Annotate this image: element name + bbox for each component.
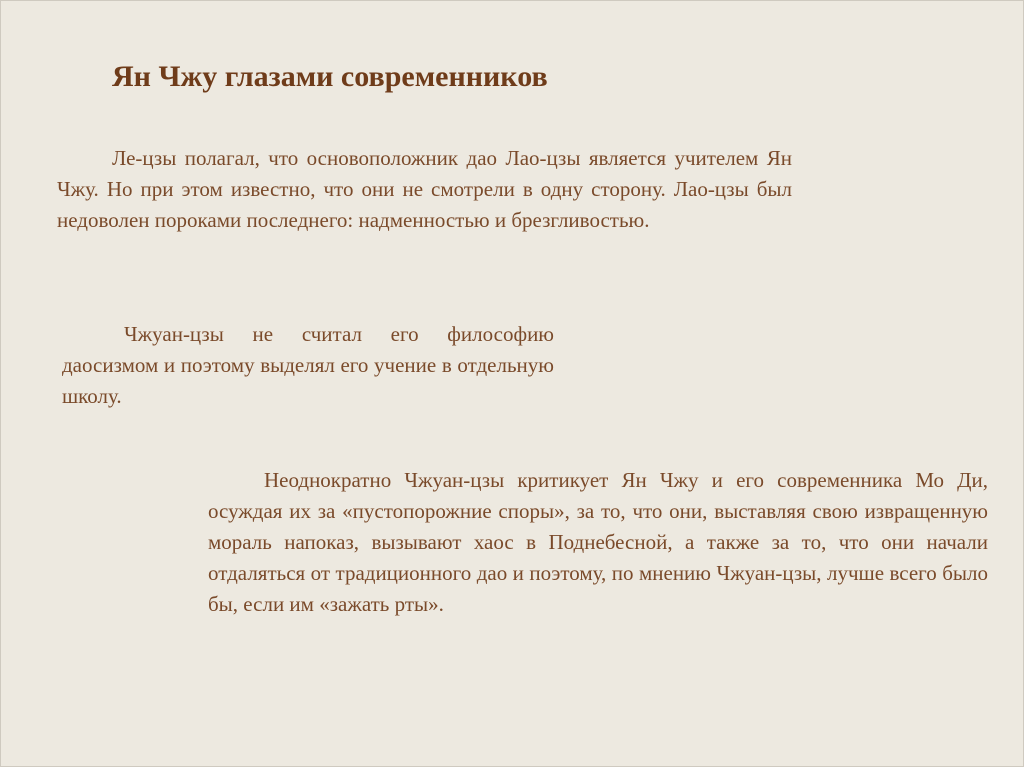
slide-title: Ян Чжу глазами современников (112, 60, 548, 93)
paragraph-lie-zi: Ле-цзы полагал, что основоположник дао Лао-цзы является учителем Ян Чжу. Но при этом известно, что они не смотрели в одну сторону. Лао-цзы был недоволен пороками последнего: надменностью и брезгливостью. (57, 146, 792, 232)
paragraph-zhuang-zi-critique: Неоднократно Чжуан-цзы критикует Ян Чжу и его современника Мо Ди, осуждая их за «пустопорожние споры», за то, что они, выставляя свою извращенную мораль напоказ, вызывают хаос в Поднебесной, а также за то, что они начали отдаляться от традиционного дао и поэтому, по мнению Чжуан-цзы, лучше всего было бы, если им «зажать рты». (208, 468, 988, 616)
paragraph-zhuang-zi-school: Чжуан-цзы не считал его философию даосизмом и поэтому выделял его учение в отдельную школу. (62, 322, 554, 408)
